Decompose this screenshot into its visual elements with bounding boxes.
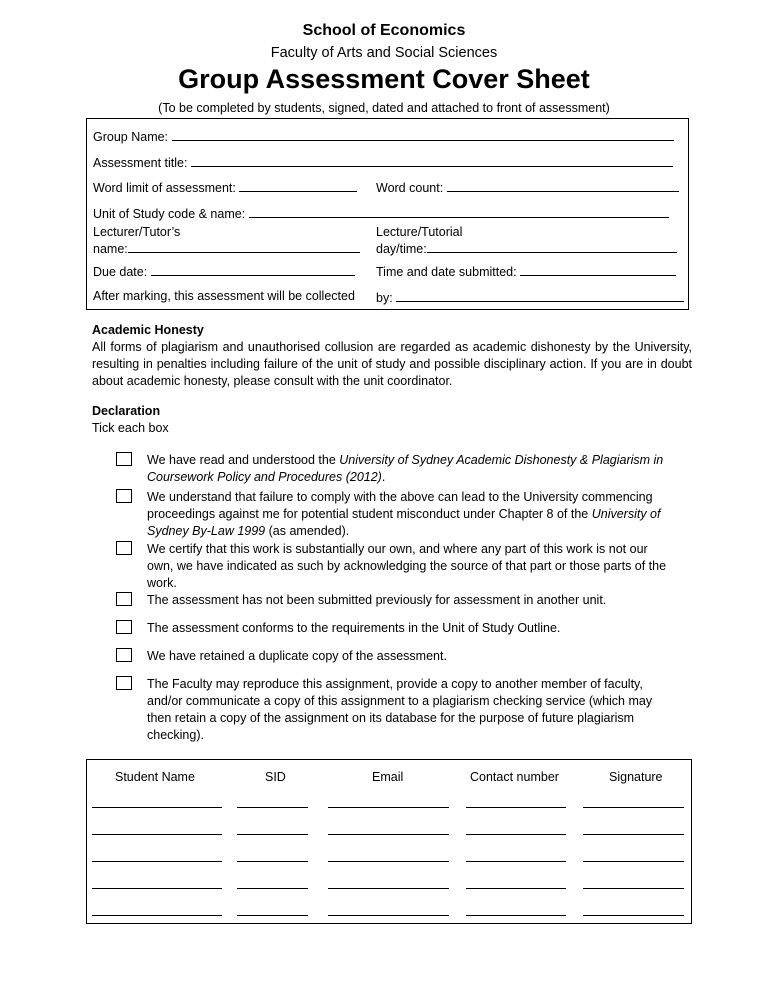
declaration-checkbox[interactable] — [116, 489, 132, 503]
lecture-time-field[interactable] — [376, 224, 677, 257]
collected-by-field[interactable] — [376, 289, 684, 305]
table-cell-line[interactable] — [237, 807, 308, 808]
table-cell-line[interactable] — [328, 888, 449, 889]
table-cell-line[interactable] — [92, 834, 222, 835]
time-submitted-label: Time and date submitted: — [376, 265, 517, 279]
table-cell-line[interactable] — [237, 861, 308, 862]
collected-field — [93, 289, 355, 303]
word-limit-label: Word limit of assessment: — [93, 181, 236, 195]
page-subtitle: (To be completed by students, signed, dated and attached to front of assessment) — [158, 101, 610, 115]
table-cell-line[interactable] — [92, 915, 222, 916]
academic-honesty-heading: Academic Honesty — [92, 323, 204, 337]
lecturer-label-line2: name: — [93, 242, 128, 256]
page-title: Group Assessment Cover Sheet — [178, 64, 590, 94]
word-count-label: Word count: — [376, 181, 444, 195]
unit-code-line[interactable] — [249, 205, 669, 218]
declaration-text: We have read and understood the University of Sydney Academic Dishonesty & Plagiarism in Coursework Policy and Procedures (2012). — [147, 453, 664, 484]
lecturer-line[interactable] — [128, 240, 360, 253]
declaration-heading: Declaration — [92, 404, 161, 418]
declaration-text: We have retained a duplicate copy of the assessment. — [147, 649, 447, 663]
lecturer-field[interactable] — [93, 224, 360, 257]
table-cell-line[interactable] — [583, 915, 684, 916]
declaration-checkbox[interactable] — [116, 620, 132, 634]
declaration-text: We certify that this work is substantially our own, and where any part of this work is not our own, we have indicated as such by acknowledging the source of that part or those parts of the work. — [147, 542, 667, 590]
column-header-signature: Signature — [609, 770, 663, 784]
table-cell-line[interactable] — [328, 834, 449, 835]
table-cell-line[interactable] — [328, 807, 449, 808]
assessment-title-label: Assessment title: — [93, 156, 188, 170]
column-header-student-name: Student Name — [115, 770, 195, 784]
word-limit-field[interactable] — [93, 179, 357, 195]
faculty-name: Faculty of Arts and Social Sciences — [270, 45, 498, 61]
due-date-field[interactable] — [93, 263, 355, 279]
word-count-line[interactable] — [447, 179, 679, 192]
collected-by-label: by: — [376, 291, 393, 305]
declaration-checkbox[interactable] — [116, 452, 132, 466]
table-cell-line[interactable] — [328, 861, 449, 862]
academic-honesty-body: All forms of plagiarism and unauthorised collusion are regarded as academic dishonesty by the University, resulting in penalties including failure of the unit of study and possible disciplinary action. If you are in doubt about academic honesty, please consult with the unit coordinator. — [92, 340, 692, 388]
table-cell-line[interactable] — [583, 834, 684, 835]
collected-by-line[interactable] — [396, 289, 684, 302]
declaration-checkbox[interactable] — [116, 676, 132, 690]
declaration-checkbox[interactable] — [116, 648, 132, 662]
unit-code-label: Unit of Study code & name: — [93, 207, 246, 221]
assessment-info-box — [86, 118, 689, 310]
table-cell-line[interactable] — [466, 861, 566, 862]
table-cell-line[interactable] — [466, 888, 566, 889]
academic-honesty-section — [92, 322, 692, 390]
lecturer-label-line1: Lecturer/Tutor’s — [93, 225, 181, 239]
table-cell-line[interactable] — [92, 807, 222, 808]
table-cell-line[interactable] — [237, 915, 308, 916]
due-date-line[interactable] — [151, 263, 355, 276]
assessment-title-line[interactable] — [191, 154, 673, 167]
table-cell-line[interactable] — [237, 834, 308, 835]
declaration-text: The assessment has not been submitted previously for assessment in another unit. — [147, 593, 607, 607]
lecture-time-label-line1: Lecture/Tutorial — [376, 225, 463, 239]
declaration-text: The Faculty may reproduce this assignment, provide a copy to another member of faculty, and/or communicate a copy of this assignment to a plagiarism checking service (which may then retain a copy of the assignment on its database for the purpose of future plagiarism checking). — [147, 677, 653, 742]
word-count-field[interactable] — [376, 179, 679, 195]
group-name-field[interactable] — [93, 128, 674, 144]
column-header-contact-number: Contact number — [470, 770, 559, 784]
table-cell-line[interactable] — [92, 861, 222, 862]
declaration-instruction: Tick each box — [92, 421, 169, 435]
group-name-label: Group Name: — [93, 130, 169, 144]
declaration-text: We understand that failure to comply with the above can lead to the University commencing proceedings against me for potential student misconduct under Chapter 8 of the University of Sydney By-Law 1999 (as amended). — [147, 490, 661, 538]
due-date-label: Due date: — [93, 265, 148, 279]
table-cell-line[interactable] — [328, 915, 449, 916]
word-limit-line[interactable] — [239, 179, 357, 192]
table-cell-line[interactable] — [466, 834, 566, 835]
table-cell-line[interactable] — [583, 888, 684, 889]
declaration-checkbox[interactable] — [116, 592, 132, 606]
student-table — [86, 759, 692, 924]
column-header-email: Email — [372, 770, 404, 784]
lecture-time-label-line2: day/time: — [376, 242, 427, 256]
time-submitted-field[interactable] — [376, 263, 676, 279]
declaration-text: The assessment conforms to the requirements in the Unit of Study Outline. — [147, 621, 561, 635]
unit-code-field[interactable] — [93, 205, 669, 221]
school-name: School of Economics — [302, 22, 466, 39]
lecture-time-line[interactable] — [427, 240, 677, 253]
table-cell-line[interactable] — [583, 807, 684, 808]
declaration-checkbox[interactable] — [116, 541, 132, 555]
time-submitted-line[interactable] — [520, 263, 676, 276]
table-cell-line[interactable] — [237, 888, 308, 889]
declaration-section — [92, 403, 169, 437]
table-cell-line[interactable] — [466, 807, 566, 808]
group-name-line[interactable] — [172, 128, 674, 141]
column-header-sid: SID — [265, 770, 286, 784]
table-cell-line[interactable] — [92, 888, 222, 889]
table-cell-line[interactable] — [466, 915, 566, 916]
assessment-title-field[interactable] — [93, 154, 673, 170]
collected-label: After marking, this assessment will be collected — [93, 289, 355, 303]
table-cell-line[interactable] — [583, 861, 684, 862]
